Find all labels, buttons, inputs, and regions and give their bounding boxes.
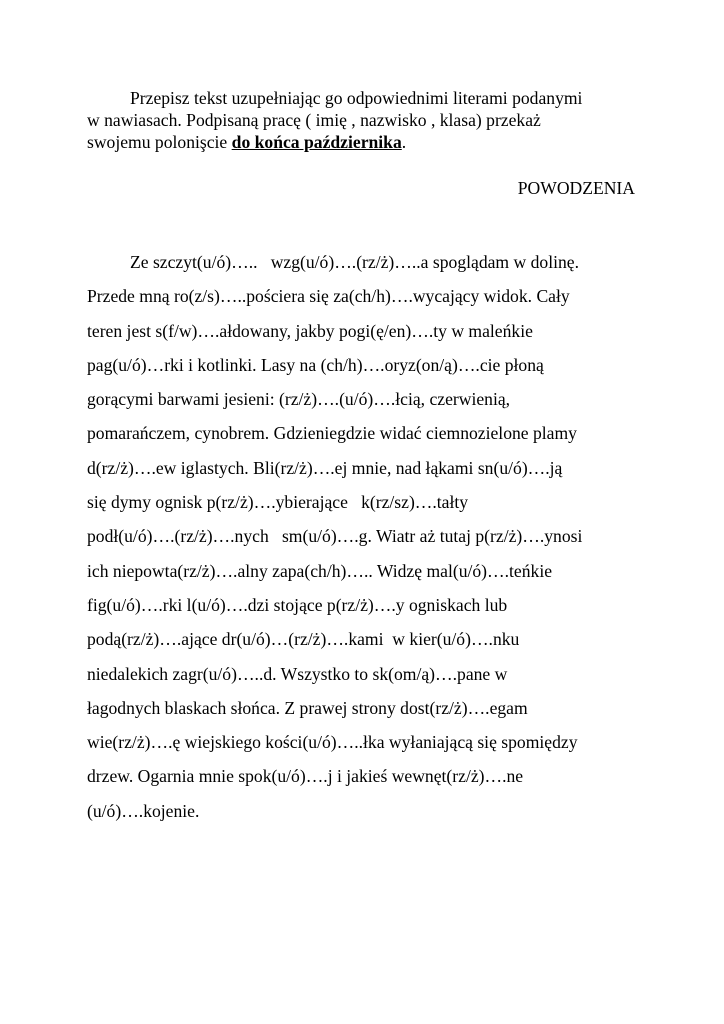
exercise-line: d(rz/ż)….ew iglastych. Bli(rz/ż)….ej mnie, nad łąkami sn(u/ó)….ją xyxy=(87,457,563,478)
exercise-line: teren jest s(f/w)….ałdowany, jakby pogi(ę/en)….ty w maleńkie xyxy=(87,320,533,341)
instructions-line-3-end: . xyxy=(401,132,407,152)
exercise-line: łagodnych blaskach słońca. Z prawej strony dost(rz/ż)….egam xyxy=(87,697,528,718)
instructions-line-3-text: swojemu polonişcie xyxy=(87,132,232,152)
exercise-line: się dymy ognisk p(rz/ż)….ybierające k(rz/sz)….tałty xyxy=(87,492,469,513)
instructions-paragraph xyxy=(87,87,647,153)
exercise-line: Przede mną ro(z/s)…..pościera się za(ch/h)….wycający widok. Cały xyxy=(87,286,570,307)
signoff-text: POWODZENIA xyxy=(517,178,635,198)
exercise-line: drzew. Ogarnia mnie spok(u/ó)….j i jakieś wewnęt(rz/ż)….ne xyxy=(87,766,524,787)
exercise-line: pomarańczem, cynobrem. Gdzieniegdzie widać ciemnozielone plamy xyxy=(87,423,577,444)
exercise-line: pag(u/ó)…rki i kotlinki. Lasy na (ch/h)….oryz(on/ą)….cie płoną xyxy=(87,354,544,375)
exercise-line: fig(u/ó)….rki l(u/ó)….dzi stojące p(rz/ż)….y ogniskach lub xyxy=(87,594,508,615)
exercise-line: gorącymi barwami jesieni: (rz/ż)….(u/ó)….łcią, czerwienią, xyxy=(87,389,511,410)
instructions-line-2: w nawiasach. Podpisaną pracę ( imię , nazwisko , klasa) przekaż xyxy=(87,110,541,130)
deadline-text: do końca października xyxy=(231,132,402,152)
exercise-line: Ze szczyt(u/ó)….. wzg(u/ó)….(rz/ż)…..a spoglądam w dolinę. xyxy=(130,252,579,272)
exercise-paragraph xyxy=(87,245,647,828)
exercise-line: podł(u/ó)….(rz/ż)….nych sm(u/ó)….g. Wiatr aż tutaj p(rz/ż)….ynosi xyxy=(87,526,583,547)
exercise-line: ich niepowta(rz/ż)….alny zapa(ch/h)….. Widzę mal(u/ó)….teńkie xyxy=(87,560,553,581)
exercise-line: wie(rz/ż)….ę wiejskiego kości(u/ó)…..łka wyłaniającą się spomiędzy xyxy=(87,732,578,753)
exercise-line: niedalekich zagr(u/ó)…..d. Wszystko to sk(om/ą)….pane w xyxy=(87,663,508,684)
exercise-line: podą(rz/ż)….ające dr(u/ó)…(rz/ż)….kami w kier(u/ó)….nku xyxy=(87,629,520,650)
instructions-line-3 xyxy=(87,131,647,153)
instructions-line-1: Przepisz tekst uzupełniając go odpowiednimi literami podanymi xyxy=(130,88,583,108)
exercise-line: (u/ó)….kojenie. xyxy=(87,800,200,821)
